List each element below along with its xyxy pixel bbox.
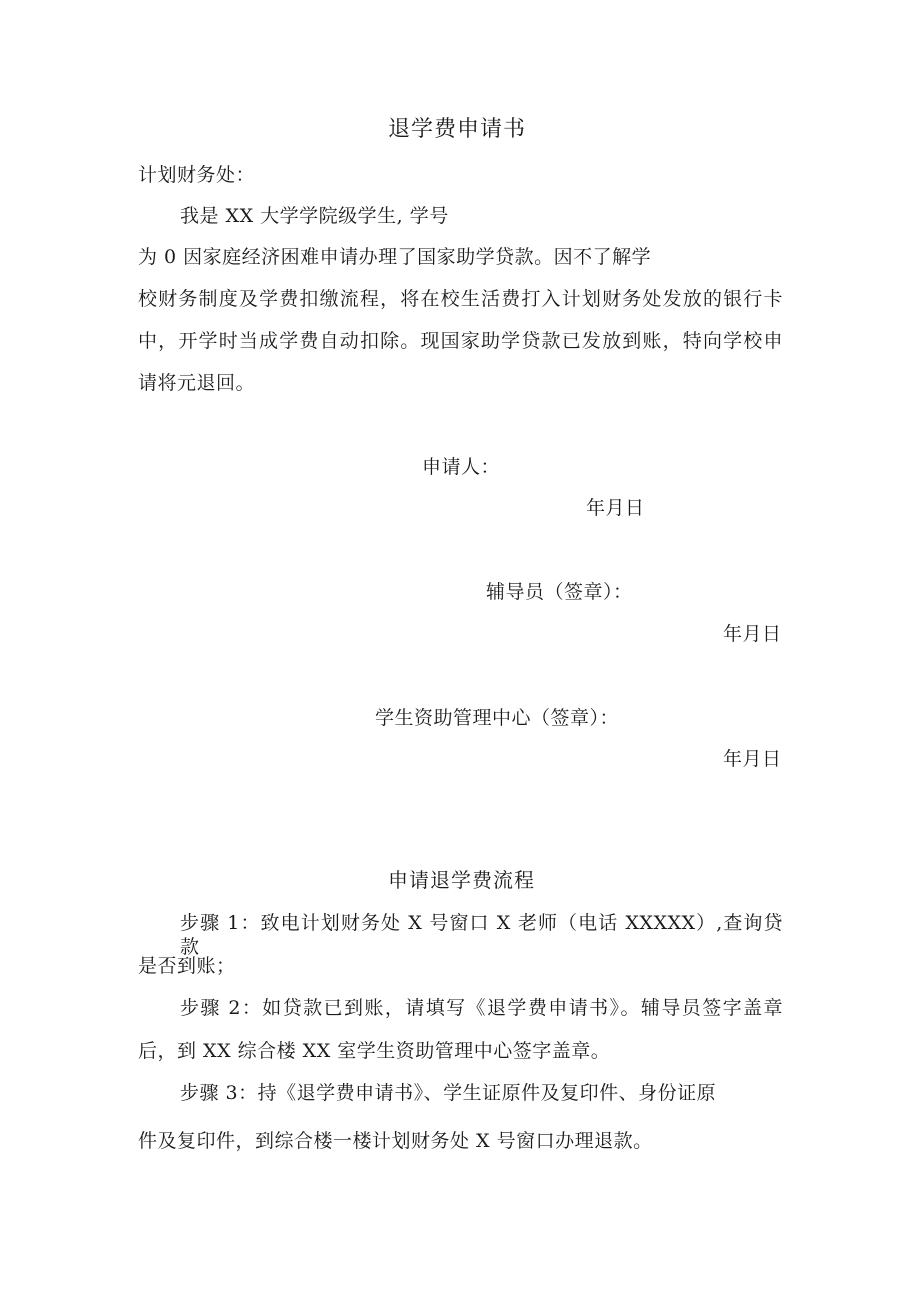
step1-line-1: 步骤 1：致电计划财务处 X 号窗口 X 老师（电话 XXXXX）,查询贷款 <box>180 912 783 958</box>
step3-line-1: 步骤 3：持《退学费申请书》、学生证原件及复印件、身份证原 <box>180 1082 717 1104</box>
procedure-title: 申请退学费流程 <box>388 868 535 892</box>
step2-line-2: 后，到 XX 综合楼 XX 室学生资助管理中心签字盖章。 <box>138 1040 611 1062</box>
body-line-3: 校财务制度及学费扣缴流程，将在校生活费打入计划财务处发放的银行卡 <box>138 288 783 310</box>
counselor-date: 年月日 <box>723 623 782 645</box>
step1-line-2: 是否到账； <box>138 955 236 977</box>
applicant-date: 年月日 <box>586 497 645 519</box>
step3-line-2: 件及复印件，到综合楼一楼计划财务处 X 号窗口办理退款。 <box>138 1130 653 1152</box>
body-line-1: 我是 XX 大学学院级学生, 学号 <box>180 205 449 227</box>
counselor-label: 辅导员（签章）： <box>486 581 633 603</box>
body-line-5: 请将元退回。 <box>138 372 256 394</box>
step2-line-1: 步骤 2：如贷款已到账，请填写《退学费申请书》。辅导员签字盖章 <box>180 997 783 1019</box>
center-label: 学生资助管理中心（签章）： <box>375 707 620 729</box>
body-line-4: 中，开学时当成学费自动扣除。现国家助学贷款已发放到账，特向学校申 <box>138 330 783 352</box>
applicant-label: 申请人： <box>422 456 501 478</box>
application-title: 退学费申请书 <box>388 117 527 142</box>
center-date: 年月日 <box>723 748 782 770</box>
addressee: 计划财务处： <box>138 164 256 186</box>
body-line-2: 为 0 因家庭经济困难申请办理了国家助学贷款。因不了解学 <box>138 246 652 268</box>
